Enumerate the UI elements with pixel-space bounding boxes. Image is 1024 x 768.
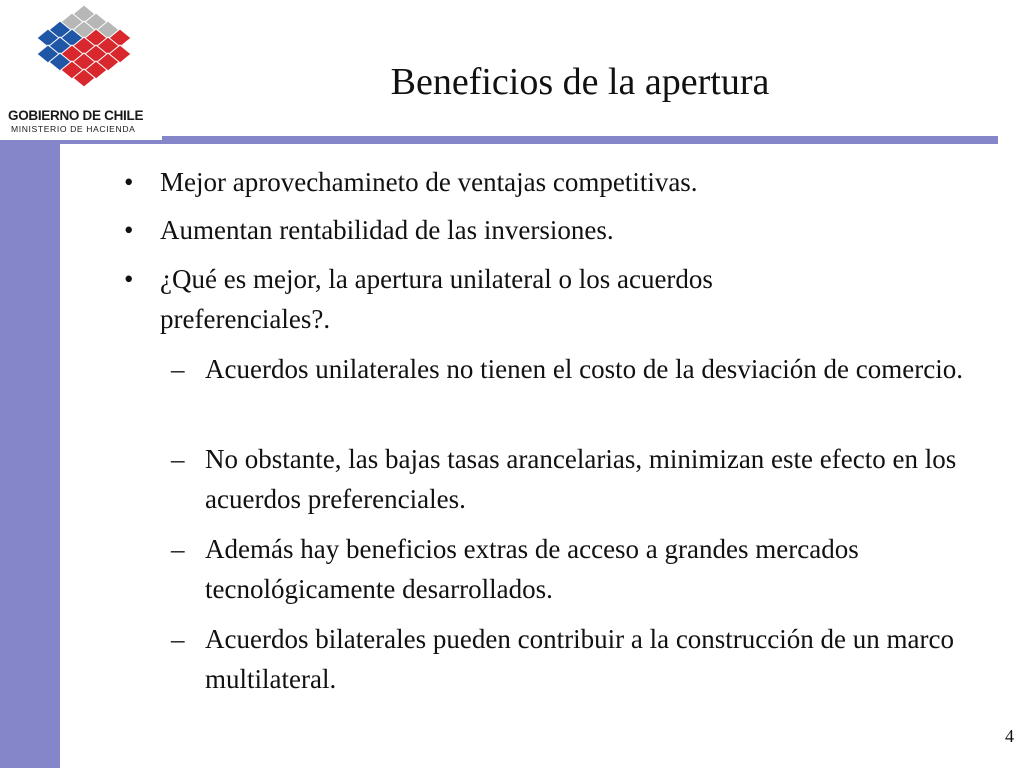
slide-title: Beneficios de la apertura [390, 61, 770, 103]
sub-bullet-text: No obstante, las bajas tasas arancelarias, minimizan este efecto en los acuerdos preferenciales. [205, 444, 957, 514]
sub-bullet-marker: – [171, 354, 185, 384]
sub-bullet-marker: – [171, 624, 185, 654]
sub-bullet-text: Además hay beneficios extras de acceso a grandes mercados tecnológicamente desarrollados. [205, 534, 859, 604]
sub-bullet-item [171, 529, 885, 609]
title-divider [34, 136, 998, 144]
bullet-marker: • [124, 215, 134, 245]
page-number: 4 [1005, 726, 1014, 746]
sub-bullet-marker: – [171, 534, 185, 564]
sub-bullet-item [171, 439, 965, 519]
bullet-text: Aumentan rentabilidad de las inversiones. [160, 215, 614, 245]
logo-text [8, 109, 158, 133]
bullet-text: ¿Qué es mejor, la apertura unilateral o los acuerdos preferenciales?. [160, 264, 713, 334]
bullet-item [124, 259, 860, 339]
bullet-item [124, 210, 860, 250]
sub-bullet-item [171, 349, 1005, 389]
logo-cube-mark [26, 2, 136, 102]
sub-bullet-text: Acuerdos bilaterales pueden contribuir a la construcción de un marco multilateral. [205, 624, 954, 694]
sub-bullet-text: Acuerdos unilaterales no tienen el costo de la desviación de comercio. [205, 354, 963, 384]
bullet-item [124, 162, 860, 202]
bullet-text: Mejor aprovechamineto de ventajas competitivas. [160, 167, 698, 197]
gobierno-logo [0, 0, 162, 140]
logo-line-ministerio: MINISTERIO DE HACIENDA [11, 123, 136, 134]
logo-line-gobierno: GOBIERNO DE CHILE [8, 108, 144, 123]
bullet-marker: • [124, 264, 134, 294]
sub-bullet-marker: – [171, 444, 185, 474]
bullet-marker: • [124, 167, 134, 197]
sub-bullet-item [171, 619, 965, 699]
